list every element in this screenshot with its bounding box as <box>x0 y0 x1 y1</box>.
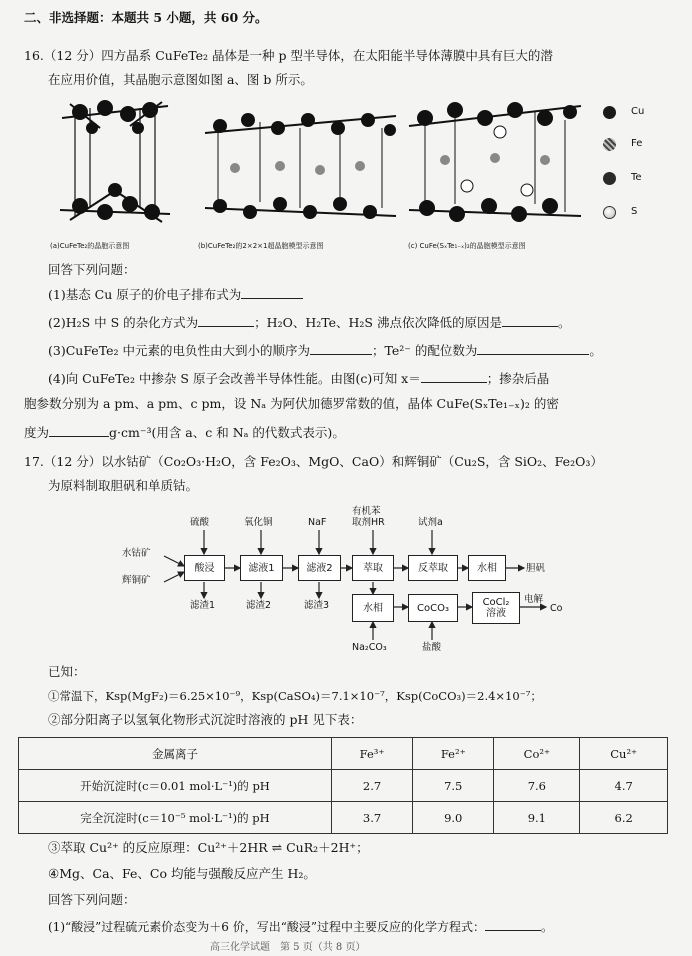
q16-sub2: (2)H₂S 中 S 的杂化方式为 ；H₂O、H₂Te、H₂S 沸点依次降低的原因是 。 <box>48 315 571 330</box>
hatched-circle-icon <box>603 138 616 151</box>
flow-reagent-naf: NaF <box>308 517 327 528</box>
black-circle-icon <box>603 106 616 119</box>
table-header-cell: Cu²⁺ <box>580 738 668 770</box>
q16-sub4-line2: 胞参数分别为 a pm、a pm、c pm，设 Nₐ 为阿伏加德罗常数的值，晶体 CuFe(SₓTe₁₋ₓ)₂ 的密 <box>24 396 559 411</box>
flowchart-arrows <box>0 500 692 660</box>
flow-reagent-hr-line1: 有机苯 <box>352 506 381 517</box>
q17-answer-prompt: 回答下列问题： <box>48 892 136 907</box>
flow-product-blue-vitriol: 胆矾 <box>526 563 546 574</box>
table-cell: 9.0 <box>413 802 494 834</box>
table-cell: 7.5 <box>413 770 494 802</box>
q16-sub4: (4)向 CuFeTe₂ 中掺杂 S 原子会改善半导体性能。由图(c)可知 x＝ ；掺杂后晶 <box>48 371 550 386</box>
answer-blank[interactable] <box>198 314 254 327</box>
q16-answer-prompt: 回答下列问题： <box>48 262 136 277</box>
figure-caption-a: (a)CuFeTe₂的晶胞示意图 <box>50 242 130 250</box>
flow-box-back-extraction: 反萃取 <box>408 555 458 581</box>
q17-known3: ③萃取 Cu²⁺ 的反应原理：Cu²⁺＋2HR ⇌ CuR₂＋2H⁺； <box>48 840 369 855</box>
q17-known-heading: 已知： <box>48 664 86 679</box>
q17-stem-line2: 为原料制取胆矾和单质钴。 <box>48 478 199 493</box>
table-header-cell: Fe²⁺ <box>413 738 494 770</box>
flow-box-filtrate1: 滤液1 <box>240 555 283 581</box>
flow-raw-chalcocite: 辉铜矿 <box>122 575 151 586</box>
q17-known1: ①常温下，Ksp(MgF₂)＝6.25×10⁻⁹，Ksp(CaSO₄)＝7.1×10⁻⁷，Ksp(CoCO₃)＝2.4×10⁻⁷； <box>48 689 542 703</box>
flow-raw-cobalt-ore: 水钴矿 <box>122 548 151 559</box>
ph-table <box>18 737 668 834</box>
flow-electrolysis-label: 电解 <box>524 594 544 605</box>
q16-stem-line1: 16.（12 分）四方晶系 CuFeTe₂ 晶体是一种 p 型半导体，在太阳能半导体薄膜中具有巨大的潜 <box>24 48 553 63</box>
table-header-cell: Co²⁺ <box>494 738 580 770</box>
crystal-figure-b <box>200 108 400 233</box>
flow-reagent-hcl: 盐酸 <box>422 642 442 653</box>
flow-box-aqueous1: 水相 <box>468 555 506 581</box>
flow-box-extraction: 萃取 <box>352 555 394 581</box>
flow-residue3: 滤渣3 <box>304 600 330 611</box>
figure-caption-c: (c) CuFe(SₓTe₁₋ₓ)₂的晶胞模型示意图 <box>408 242 526 250</box>
flow-residue2: 滤渣2 <box>246 600 272 611</box>
table-cell: 开始沉淀时(c＝0.01 mol·L⁻¹)的 pH <box>19 770 332 802</box>
dark-circle-icon <box>603 172 616 185</box>
q17-sub1: (1)“酸浸”过程硫元素价态变为＋6 价，写出“酸浸”过程中主要反应的化学方程式： 。 <box>48 920 554 934</box>
q16-sub4-line3: 度为 g·cm⁻³(用含 a、c 和 Nₐ 的代数式表示)。 <box>24 425 345 440</box>
q16-stem-line2: 在应用价值，其晶胞示意图如图 a、图 b 所示。 <box>48 72 313 87</box>
flow-reagent-sulfuric-acid: 硫酸 <box>190 517 210 528</box>
flow-reagent-hr-line2: 取剂HR <box>352 517 385 528</box>
crystal-figure-c <box>405 98 585 238</box>
q17-stem-line1: 17.（12 分）以水钴矿（Co₂O₃·H₂O，含 Fe₂O₃、MgO、CaO）和辉铜矿（Cu₂S，含 SiO₂、Fe₂O₃） <box>24 454 603 469</box>
q17-known2: ②部分阳离子以氢氧化物形式沉淀时溶液的 pH 见下表： <box>48 712 363 727</box>
q16-sub1: (1)基态 Cu 原子的价电子排布式为 <box>48 286 303 303</box>
flow-box-filtrate2: 滤液2 <box>298 555 341 581</box>
table-cell: 3.7 <box>332 802 413 834</box>
answer-blank[interactable] <box>310 342 372 355</box>
section-header: 二、非选择题：本题共 5 小题，共 60 分。 <box>24 10 268 25</box>
flow-box-acid-leach: 酸浸 <box>184 555 225 581</box>
table-row <box>19 802 668 834</box>
q17-known4: ④Mg、Ca、Fe、Co 均能与强酸反应产生 H₂。 <box>48 866 316 881</box>
q16-sub3: (3)CuFeTe₂ 中元素的电负性由大到小的顺序为 ；Te²⁻ 的配位数为 。 <box>48 343 602 358</box>
answer-blank[interactable] <box>49 424 109 437</box>
flow-reagent-a: 试剂a <box>418 517 443 528</box>
figure-caption-b: (b)CuFeTe₂的2×2×1超晶胞模型示意图 <box>198 242 324 250</box>
table-cell: 9.1 <box>494 802 580 834</box>
flow-product-cobalt: Co <box>550 603 563 614</box>
table-cell: 7.6 <box>494 770 580 802</box>
answer-blank[interactable] <box>477 342 589 355</box>
answer-blank[interactable] <box>502 314 558 327</box>
flow-residue1: 滤渣1 <box>190 600 216 611</box>
table-cell: 完全沉淀时(c＝10⁻⁵ mol·L⁻¹)的 pH <box>19 802 332 834</box>
flow-box-aqueous2: 水相 <box>352 594 394 622</box>
answer-blank[interactable] <box>485 918 541 931</box>
table-header-cell: Fe³⁺ <box>332 738 413 770</box>
table-cell: 6.2 <box>580 802 668 834</box>
table-header-row <box>19 738 668 770</box>
answer-blank[interactable] <box>421 370 487 383</box>
table-cell: 4.7 <box>580 770 668 802</box>
white-circle-icon <box>603 206 616 219</box>
table-header-cell: 金属离子 <box>19 738 332 770</box>
flow-reagent-cuo: 氧化铜 <box>244 517 273 528</box>
flow-reagent-na2co3: Na₂CO₃ <box>352 642 387 653</box>
table-cell: 2.7 <box>332 770 413 802</box>
crystal-figure-a <box>50 98 180 238</box>
answer-blank[interactable] <box>241 286 303 299</box>
page-footer: 高三化学试题 第 5 页（共 8 页） <box>210 942 366 953</box>
flow-box-cocl2-solution: CoCl₂ 溶液 <box>472 592 520 624</box>
table-row <box>19 770 668 802</box>
flow-box-coco3: CoCO₃ <box>408 594 458 622</box>
